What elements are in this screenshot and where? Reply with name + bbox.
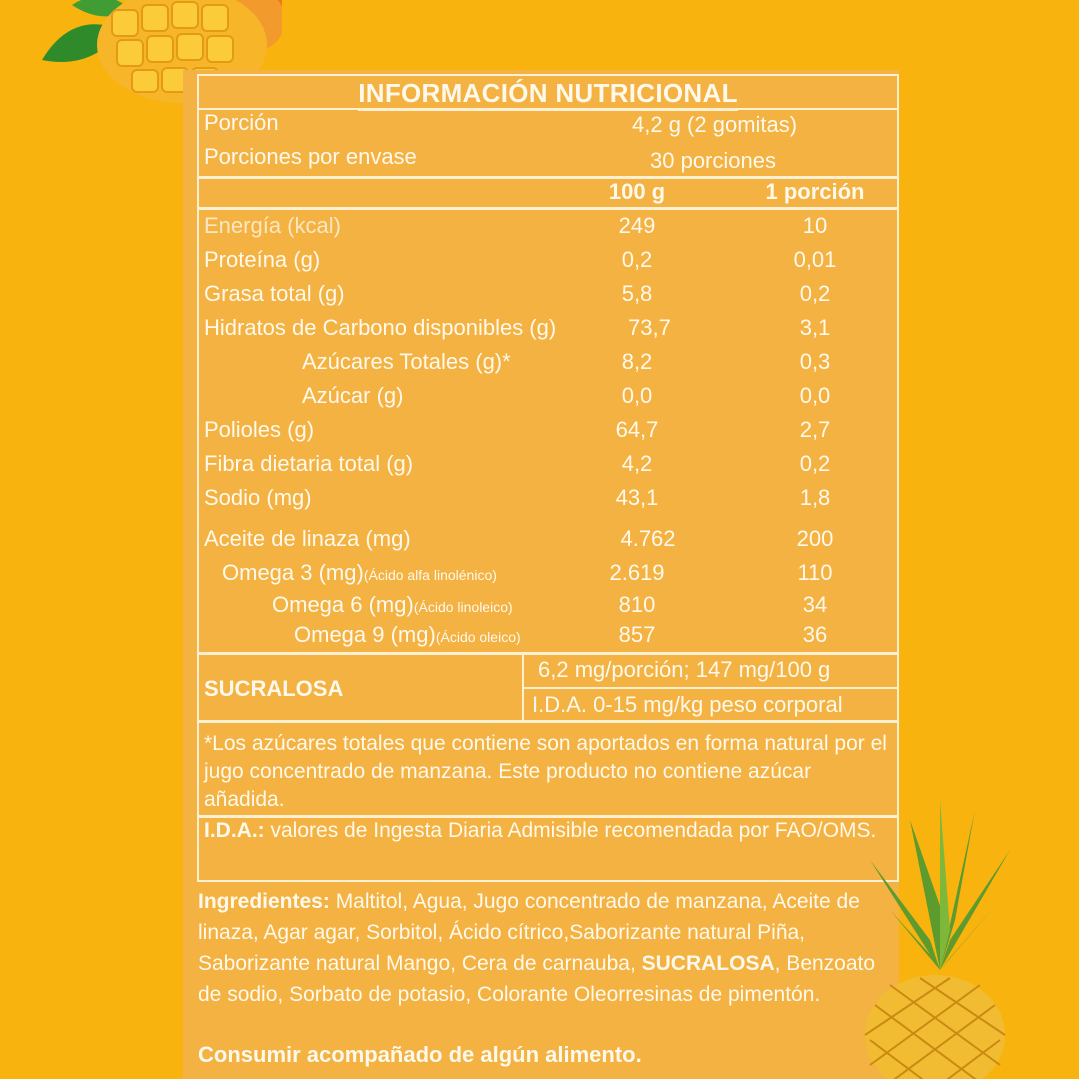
row-label: Proteína (g) (204, 247, 321, 272)
row-value-portion: 10 (802, 213, 828, 238)
sucralosa-label: SUCRALOSA (204, 676, 344, 701)
consumption-advice: Consumir acompañado de algún alimento. (198, 1042, 642, 1067)
row-value-100g: 5,8 (621, 281, 653, 306)
row-label: Grasa total (g) (204, 281, 345, 306)
column-header-portion: 1 porción (765, 179, 865, 204)
row-label: Energía (kcal) (204, 213, 341, 238)
row-value-portion: 110 (797, 560, 833, 585)
row-value-portion: 36 (802, 622, 828, 647)
portion-label: Porción (204, 110, 279, 135)
row-value-100g: 4.762 (620, 526, 676, 551)
row-value-portion: 200 (796, 526, 834, 551)
portions-per-pack-value: 30 porciones (650, 148, 776, 173)
sucralosa-ida: I.D.A. 0-15 mg/kg peso corporal (532, 692, 843, 717)
footnote-sugars: *Los azúcares totales que contiene son aportados en forma natural por el jugo concentrado de manzana. Este producto no contiene azúcar añadida. (204, 732, 887, 811)
row-label: Sodio (mg) (204, 485, 312, 510)
row-label: Omega 9 (mg)(Ácido oleico) (294, 622, 521, 647)
portions-per-pack-label: Porciones por envase (204, 144, 417, 169)
row-label: Fibra dietaria total (g) (204, 451, 414, 476)
row-value-portion: 0,0 (799, 383, 831, 408)
row-value-portion: 0,01 (793, 247, 837, 272)
header-divider-bottom (197, 207, 899, 210)
row-value-portion: 0,2 (799, 451, 831, 476)
row-label: Azúcares Totales (g)* (302, 349, 511, 374)
row-value-100g: 43,1 (615, 485, 659, 510)
row-value-portion: 1,8 (799, 485, 831, 510)
column-header-100g: 100 g (608, 179, 666, 204)
row-value-100g: 810 (618, 592, 656, 617)
row-sublabel: (Ácido oleico) (435, 629, 521, 645)
row-value-100g: 4,2 (621, 451, 653, 476)
row-label: Omega 6 (mg)(Ácido linoleico) (272, 592, 513, 617)
row-label: Omega 3 (mg)(Ácido alfa linolénico) (222, 560, 497, 585)
row-value-100g: 73,7 (628, 315, 671, 340)
row-value-100g: 2.619 (609, 560, 665, 585)
portion-value: 4,2 g (2 gomitas) (632, 112, 798, 137)
footnote-ida: I.D.A.: valores de Ingesta Diaria Admisible recomendada por FAO/OMS. (204, 819, 877, 842)
row-value-100g: 64,7 (615, 417, 659, 442)
row-label: Hidratos de Carbono disponibles (g) (204, 315, 557, 340)
row-label: Aceite de linaza (mg) (204, 526, 411, 551)
row-sublabel: (Ácido alfa linolénico) (363, 567, 497, 583)
sucralosa-divider-inner (524, 687, 899, 689)
row-value-100g: 8,2 (621, 349, 653, 374)
row-value-100g: 857 (618, 622, 656, 647)
row-sublabel: (Ácido linoleico) (413, 599, 513, 615)
row-value-portion: 0,3 (799, 349, 831, 374)
sucralosa-amount: 6,2 mg/porción; 147 mg/100 g (538, 657, 831, 682)
row-label: Polioles (g) (204, 417, 315, 442)
sucralosa-divider-top (197, 652, 899, 655)
row-value-portion: 2,7 (799, 417, 831, 442)
title-divider (197, 108, 899, 110)
pineapple-illustration (850, 800, 1030, 1079)
row-value-portion: 34 (802, 592, 828, 617)
table-title: INFORMACIÓN NUTRICIONAL (197, 80, 899, 106)
sucralosa-divider-bottom (197, 720, 899, 723)
ingredients-text: Ingredientes: Maltitol, Agua, Jugo concentrado de manzana, Aceite de linaza, Agar agar, Sorbitol, Ácido cítrico,Saborizante natural Piña, Saborizante natural Mango, Cera de carnauba, SUCRALOSA, Benzoato de sodio, Sorbato de potasio, Colorante Oleorresinas de pimentón. (198, 890, 876, 1006)
ingredients-label: Ingredientes: (198, 890, 330, 913)
row-label: Azúcar (g) (302, 383, 404, 408)
row-value-portion: 0,2 (799, 281, 831, 306)
row-value-100g: 249 (618, 213, 656, 238)
row-value-100g: 0,2 (621, 247, 653, 272)
row-value-100g: 0,0 (621, 383, 653, 408)
row-value-portion: 3,1 (799, 315, 831, 340)
